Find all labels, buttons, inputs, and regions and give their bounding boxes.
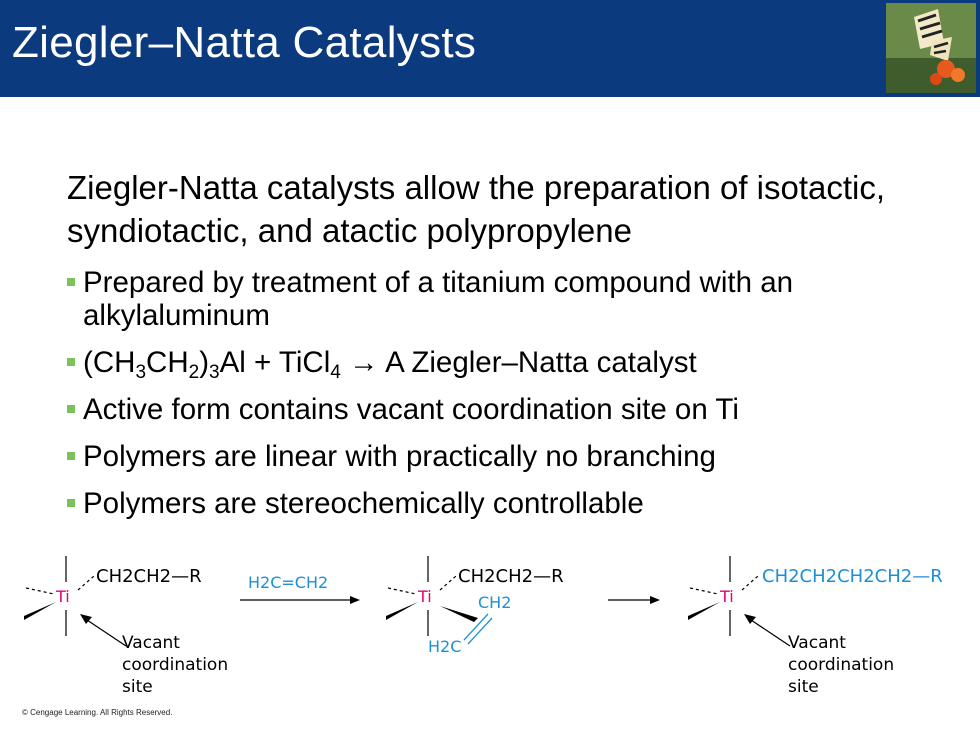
bullet-item — [67, 266, 967, 332]
ti-label: Ti — [418, 587, 432, 606]
equation-text: $(CH_3CH_2)_3Al$ + TiCl$_4$ → A Ziegler–Natta catalyst — [83, 346, 697, 383]
copyright-notice: © Cengage Learning. All Rights Reserved. — [22, 708, 173, 717]
bullet-item — [67, 487, 967, 520]
reaction-scheme — [0, 548, 980, 718]
bullet-text: Prepared by treatment of a titanium compound with an alkylaluminum — [83, 266, 794, 332]
slide-title: Ziegler–Natta Catalysts — [12, 18, 477, 67]
vacant-label-2: coordination — [788, 655, 895, 675]
bullet-marker — [67, 499, 75, 507]
chain-1: CH2CH2—R — [96, 566, 202, 587]
ti-label: Ti — [56, 587, 70, 606]
vacant-label-1: Vacant — [788, 633, 846, 653]
vacant-label-2: coordination — [122, 655, 229, 675]
reaction-arrow-1 — [240, 573, 360, 604]
bullet-item-equation — [67, 346, 967, 383]
alkene-bottom: H2C — [428, 637, 462, 656]
butterfly-logo-icon — [886, 3, 976, 93]
title-bar — [0, 0, 980, 97]
ti-complex-2 — [386, 556, 564, 656]
chain-3: CH2CH2CH2CH2—R — [762, 566, 943, 587]
vacant-label-3: site — [122, 677, 153, 697]
alkene-top: CH2 — [478, 593, 512, 612]
ti-label: Ti — [720, 587, 734, 606]
bullet-text: Polymers are linear with practically no branching — [83, 440, 716, 473]
bullet-item — [67, 440, 967, 473]
intro-text: Ziegler-Natta catalysts allow the preparation of isotactic, syndiotactic, and atactic polypropylene — [67, 169, 886, 249]
ti-complex-3 — [688, 556, 943, 697]
bullet-marker — [67, 405, 75, 413]
bullet-text: Polymers are stereochemically controllable — [83, 487, 644, 520]
reaction-arrow-2 — [608, 596, 660, 604]
vacant-label-1: Vacant — [122, 633, 180, 653]
bullet-marker — [67, 278, 75, 286]
bullet-text: Active form contains vacant coordination site on Ti — [83, 393, 739, 426]
bullet-marker — [67, 358, 75, 366]
vacant-label-3: site — [788, 677, 819, 697]
bullet-list — [67, 266, 967, 534]
bullet-item — [67, 393, 967, 426]
ti-complex-1 — [24, 556, 228, 697]
bullet-marker — [67, 452, 75, 460]
chain-2: CH2CH2—R — [458, 566, 564, 587]
reagent-label: H2C=CH2 — [248, 573, 329, 592]
